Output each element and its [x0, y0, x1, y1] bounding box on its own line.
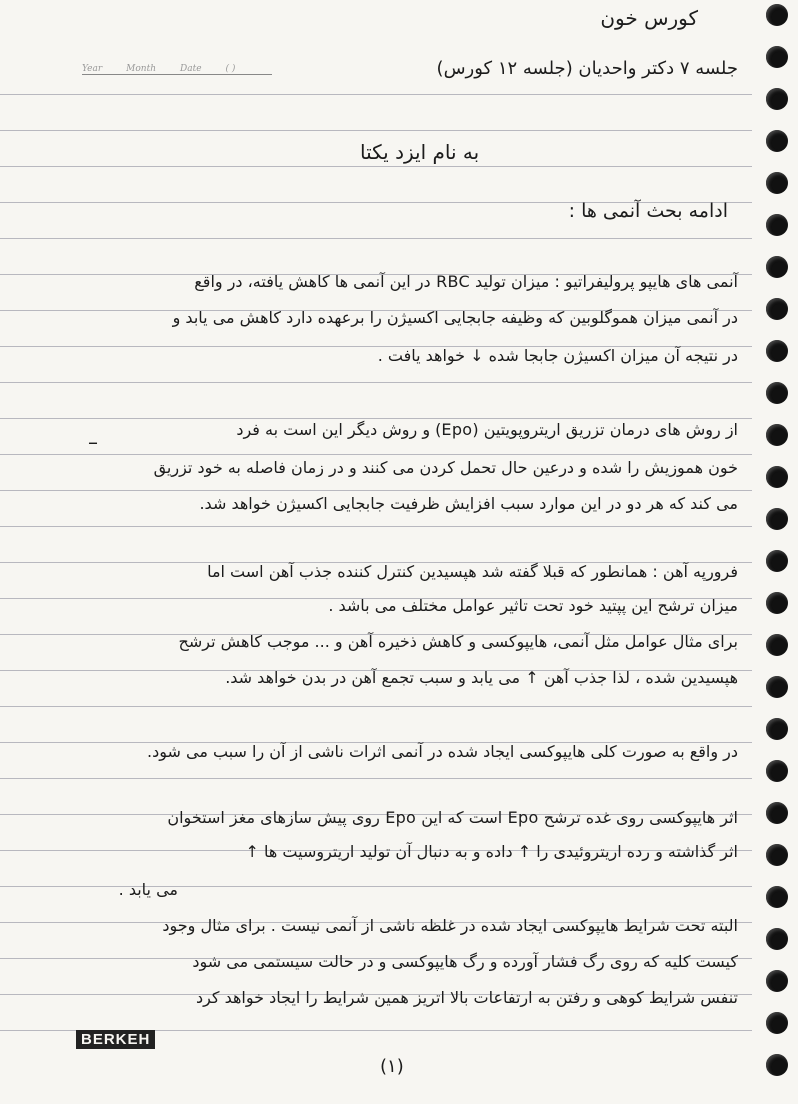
opening-line: به نام ایزد یکتا	[360, 140, 480, 164]
paragraph-6-line-2: کیست کلیه که روی رگ فشار آورده و رگ هایپوکسی و در حالت سیستمی می شود	[192, 952, 738, 971]
binding-hole	[766, 760, 788, 782]
paragraph-6-line-1: البته تحت شرایط هایپوکسی ایجاد شده در غلظه ناشی از آنمی نیست . برای مثال وجود	[162, 916, 738, 935]
ruled-line	[0, 166, 752, 167]
paragraph-5-line-3: می یابد .	[118, 880, 178, 899]
ruled-line	[0, 382, 752, 383]
ruled-line	[0, 886, 752, 887]
paragraph-5-line-2: اثر گذاشته و رده اریتروئیدی را ↑ داده و به دنبال آن تولید اریتروسیت ها ↑	[245, 842, 738, 861]
binding-hole	[766, 676, 788, 698]
binding-hole	[766, 256, 788, 278]
ruled-line	[0, 454, 752, 455]
binding-hole	[766, 424, 788, 446]
binding-hole	[766, 928, 788, 950]
paragraph-3-line-1: فرورپه آهن : همانطور که قبلا گفته شد هپسیدین کنترل کننده جذب آهن است اما	[207, 562, 738, 581]
paragraph-4-line-1: در واقع به صورت کلی هایپوکسی ایجاد شده در آنمی اثرات ناشی از آن را سبب می شود.	[147, 742, 738, 761]
date-field-month: Month	[126, 64, 156, 74]
paragraph-2-line-3: می کند که هر دو در این موارد سبب افزایش ظرفیت جابجایی اکسیژن خواهد شد.	[199, 494, 738, 513]
course-title: کورس خون	[600, 6, 698, 30]
page-number: (۱)	[380, 1056, 404, 1077]
binding-hole	[766, 46, 788, 68]
binding-hole	[766, 4, 788, 26]
date-field-year: Year	[82, 64, 103, 74]
binding-hole	[766, 1012, 788, 1034]
binding-hole	[766, 886, 788, 908]
binding-hole	[766, 550, 788, 572]
ruled-line	[0, 94, 752, 95]
binding-hole	[766, 130, 788, 152]
ruled-line	[0, 490, 752, 491]
bullet-dash: –	[88, 430, 98, 454]
binding-hole	[766, 298, 788, 320]
ruled-line	[0, 706, 752, 707]
binding-hole	[766, 88, 788, 110]
paragraph-2-line-2: خون هموزیش را شده و درعین حال تحمل کردن می کنند و در زمان فاصله به خود تزریق	[153, 458, 738, 477]
binding-hole	[766, 340, 788, 362]
spiral-binding	[752, 0, 798, 1104]
ruled-line	[0, 130, 752, 131]
date-field-date: Date	[180, 64, 202, 74]
paragraph-1-line-1: آنمی های هایپو پرولیفراتیو : میزان تولید RBC در این آنمی ها کاهش یافته، در واقع	[194, 272, 738, 291]
binding-hole	[766, 970, 788, 992]
paragraph-3-line-4: هپسیدین شده ، لذا جذب آهن ↑ می یابد و سبب تجمع آهن در بدن خواهد شد.	[225, 668, 738, 687]
binding-hole	[766, 634, 788, 656]
paragraph-6-line-3: تنفس شرایط کوهی و رفتن به ارتفاعات بالا اتریز همین شرایط را ایجاد خواهد کرد	[195, 988, 738, 1007]
paragraph-1-line-2: در آنمی میزان هموگلوبین که وظیفه جابجایی اکسیژن را برعهده دارد کاهش می یابد و	[172, 308, 738, 327]
date-field-bracket: ( )	[225, 64, 236, 74]
ruled-line	[0, 778, 752, 779]
binding-hole	[766, 214, 788, 236]
ruled-line	[0, 238, 752, 239]
date-field-box	[82, 52, 272, 75]
session-title: جلسه ۷ دکتر واحدیان (جلسه ۱۲ کورس)	[436, 58, 738, 79]
paragraph-3-line-2: میزان ترشح این پپتید خود تحت تاثیر عوامل مختلف می باشد .	[328, 596, 738, 615]
paragraph-3-line-3: برای مثال عوامل مثل آنمی، هایپوکسی و کاهش ذخیره آهن و ... موجب کاهش ترشح	[178, 632, 738, 651]
binding-hole	[766, 592, 788, 614]
binding-hole	[766, 1054, 788, 1076]
binding-hole	[766, 172, 788, 194]
binding-hole	[766, 844, 788, 866]
binding-hole	[766, 508, 788, 530]
ruled-line	[0, 526, 752, 527]
binding-hole	[766, 382, 788, 404]
paragraph-2-line-1: از روش های درمان تزریق اریتروپویتین (Epo) و روش دیگر این است به فرد	[236, 420, 738, 439]
section-title: ادامه بحث آنمی ها :	[568, 200, 728, 222]
binding-hole	[766, 466, 788, 488]
binding-hole	[766, 718, 788, 740]
paragraph-1-line-3: در نتیجه آن میزان اکسیژن جابجا شده ↓ خواهد یافت .	[377, 346, 738, 365]
binding-hole	[766, 802, 788, 824]
paragraph-5-line-1: اثر هایپوکسی روی غده ترشح Epo است که این Epo روی پیش سازهای مغز استخوان	[167, 808, 738, 827]
brand-logo: BERKEH	[76, 1030, 155, 1049]
ruled-line	[0, 418, 752, 419]
